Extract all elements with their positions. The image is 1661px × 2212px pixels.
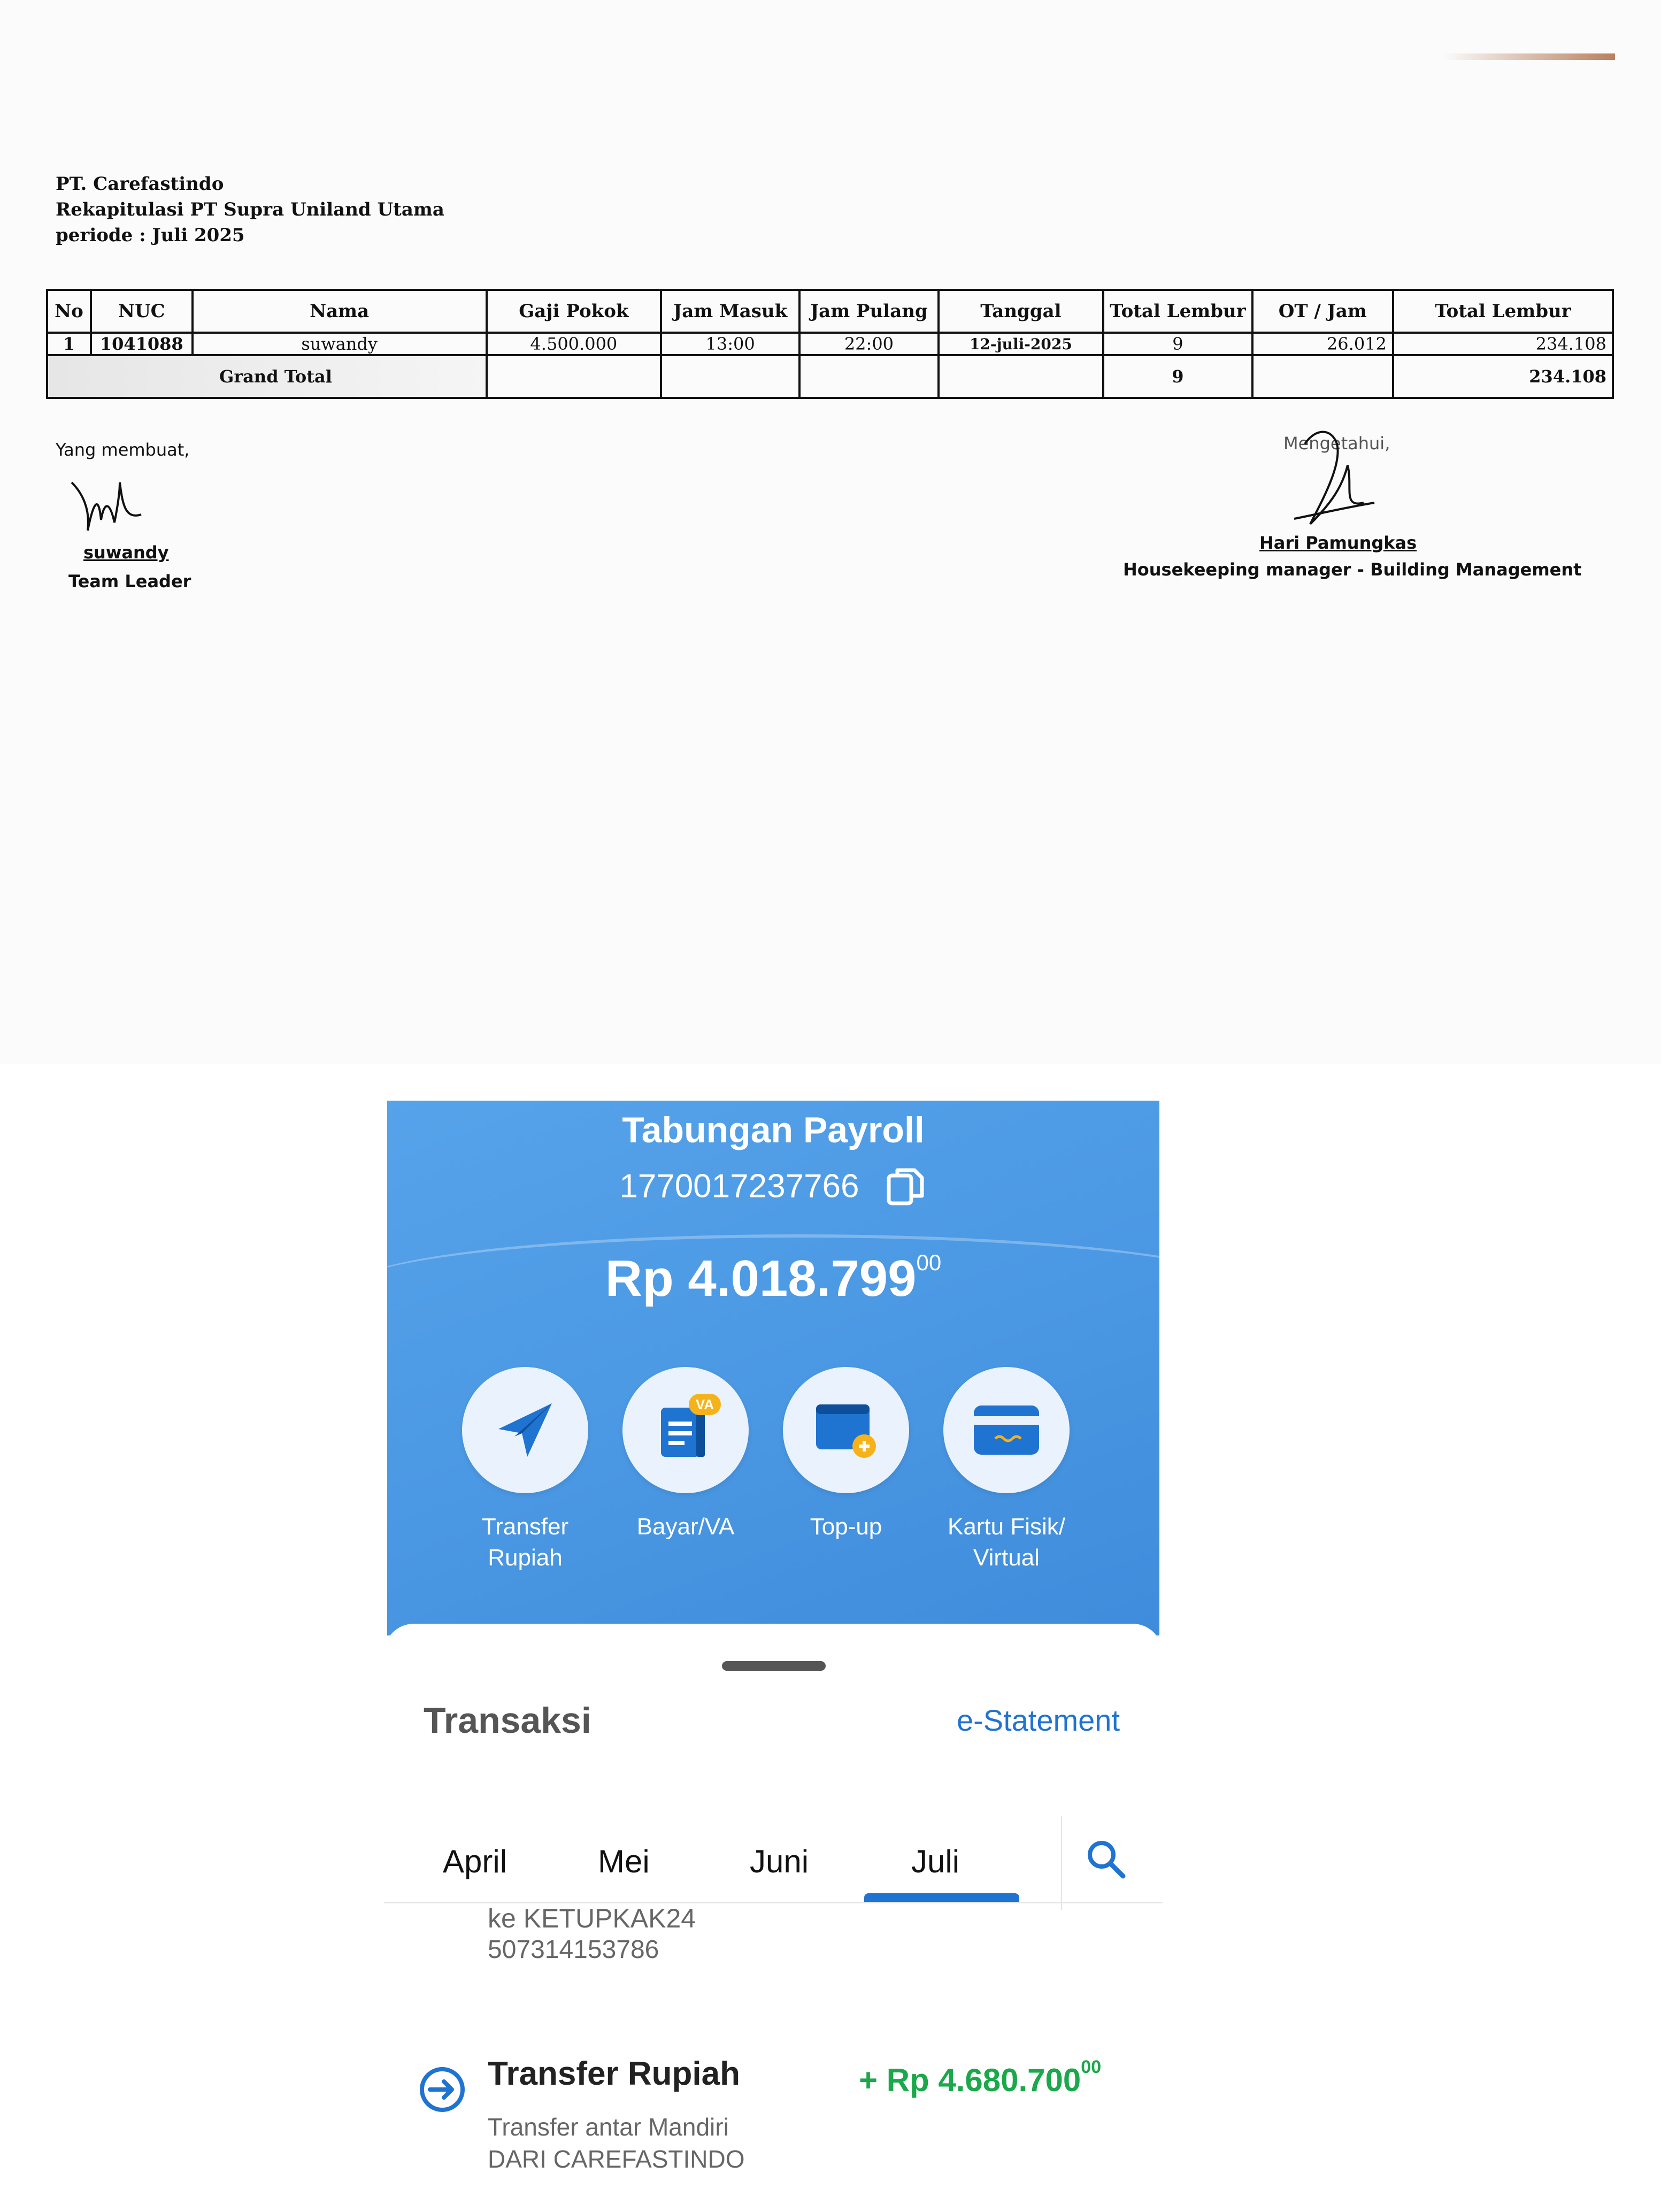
- tab-mei[interactable]: Mei: [598, 1844, 650, 1879]
- account-number: 1770017237766: [619, 1168, 859, 1205]
- tab-april[interactable]: April: [443, 1844, 507, 1879]
- table-cell: 1041088: [91, 333, 193, 355]
- col-header: Nama: [193, 290, 487, 333]
- paper-edge: [1444, 53, 1615, 60]
- card-icon: [972, 1403, 1041, 1457]
- tab-juli[interactable]: Juli: [911, 1844, 960, 1879]
- action-circle: [783, 1367, 909, 1493]
- copy-icon[interactable]: [885, 1165, 927, 1208]
- creator-signature: [66, 472, 147, 541]
- col-header: Total Lembur: [1393, 290, 1613, 333]
- action-label-line: Virtual: [973, 1545, 1040, 1571]
- action-circle: [622, 1367, 749, 1493]
- grand-total-label: [47, 355, 487, 398]
- table-cell: suwandy: [193, 333, 487, 355]
- table-header-row: [47, 290, 1613, 333]
- table-cell: 4.500.000: [487, 333, 661, 355]
- action-transfer-rupiah[interactable]: [445, 1367, 605, 1573]
- table-cell: 13:00: [661, 333, 799, 355]
- creator-name: suwandy: [83, 542, 169, 563]
- grand-total-hours: 9: [1103, 355, 1252, 398]
- active-tab-indicator: [864, 1893, 1019, 1902]
- action-label-line: Rupiah: [488, 1545, 563, 1571]
- overtime-recap-table: [46, 289, 1614, 399]
- action-label: [926, 1511, 1087, 1573]
- transactions-sheet: [384, 1624, 1163, 2212]
- col-header: OT / Jam: [1252, 290, 1393, 333]
- balance-cents: 00: [916, 1250, 942, 1275]
- transaction-amount: [859, 2057, 1101, 2099]
- approver-signature: [1273, 423, 1380, 535]
- approver-name: Hari Pamungkas: [1259, 533, 1417, 553]
- account-number-row: [387, 1165, 1159, 1208]
- drag-handle[interactable]: [722, 1661, 826, 1671]
- table-cell: [661, 355, 799, 398]
- account-title: Tabungan Payroll: [622, 1110, 925, 1150]
- signature-block-approver: [1123, 428, 1582, 588]
- col-header: Jam Masuk: [661, 290, 799, 333]
- document-header: [56, 171, 444, 248]
- action-label-line: Bayar/VA: [636, 1514, 735, 1540]
- month-tabs: [384, 1816, 1163, 1907]
- col-header: Gaji Pokok: [487, 290, 661, 333]
- action-circle: [943, 1367, 1070, 1493]
- action-kartu-fisik-virtual[interactable]: [926, 1367, 1087, 1573]
- col-header: Total Lembur: [1103, 290, 1252, 333]
- cut-off-line: ke KETUPKAK24: [488, 1903, 696, 1933]
- va-badge-text: VA: [695, 1396, 714, 1412]
- action-label-line: Top-up: [810, 1514, 882, 1540]
- table-cell: [799, 355, 938, 398]
- action-label: [766, 1511, 926, 1542]
- grand-total-amount: 234.108: [1393, 355, 1613, 398]
- account-balance: [387, 1249, 1159, 1308]
- transaction-amount-main: + Rp 4.680.700: [859, 2062, 1081, 2098]
- transaction-amount-cents: 00: [1081, 2057, 1102, 2077]
- banking-app-screen: [387, 1101, 1159, 2191]
- search-icon[interactable]: [1085, 1838, 1127, 1880]
- action-bayar-va[interactable]: [605, 1367, 766, 1542]
- wallet-add-icon: [812, 1397, 881, 1466]
- table-cell: 22:00: [799, 333, 938, 355]
- col-header: No: [47, 290, 91, 333]
- action-circle: [462, 1367, 588, 1493]
- action-top-up[interactable]: [766, 1367, 926, 1542]
- incoming-transfer-icon: [418, 2065, 466, 2114]
- creator-label: Yang membuat,: [56, 440, 190, 460]
- grand-total-row: [47, 355, 1613, 398]
- table-cell: 12-juli-2025: [939, 333, 1104, 355]
- table-row: [47, 333, 1613, 355]
- approver-role: Housekeeping manager - Building Management: [1123, 559, 1582, 580]
- send-icon: [493, 1398, 557, 1462]
- divider: [1061, 1816, 1062, 1910]
- table-cell: [1252, 355, 1393, 398]
- document-title: Rekapitulasi PT Supra Uniland Utama: [56, 199, 444, 220]
- table-cell: [939, 355, 1104, 398]
- cut-off-transaction-text: [488, 1903, 696, 1934]
- creator-role: Team Leader: [68, 571, 191, 592]
- transaction-reference: 507314153786: [488, 1936, 659, 1964]
- action-label-line: Transfer: [481, 1514, 569, 1540]
- action-label: [445, 1511, 605, 1573]
- balance-amount: Rp 4.018.799: [605, 1250, 917, 1307]
- transaction-description: Transfer antar Mandiri: [488, 2113, 729, 2141]
- action-label: [605, 1511, 766, 1542]
- action-label-line: Kartu Fisik/: [947, 1514, 1066, 1540]
- table-cell: 1: [47, 333, 91, 355]
- tab-juni[interactable]: Juni: [750, 1844, 809, 1879]
- table-cell: 9: [1103, 333, 1252, 355]
- account-card: [387, 1101, 1159, 1635]
- transaction-sender: DARI CAREFASTINDO: [488, 2145, 745, 2173]
- table-cell: [487, 355, 661, 398]
- transaction-name: Transfer Rupiah: [488, 2055, 740, 2092]
- document-period: periode : Juli 2025: [56, 225, 245, 246]
- approver-label: Mengetahui,: [1283, 433, 1390, 454]
- col-header: Tanggal: [939, 290, 1104, 333]
- bill-va-icon: [651, 1394, 721, 1463]
- col-header: NUC: [91, 290, 193, 333]
- grand-total-text: Grand Total: [219, 366, 332, 387]
- company-name: PT. Carefastindo: [56, 173, 224, 195]
- signature-block-creator: [56, 440, 191, 592]
- table-cell: 234.108: [1393, 333, 1613, 355]
- col-header: Jam Pulang: [799, 290, 938, 333]
- transactions-title: Transaksi: [424, 1700, 591, 1741]
- table-cell: 26.012: [1252, 333, 1393, 355]
- e-statement-link[interactable]: e-Statement: [956, 1703, 1120, 1737]
